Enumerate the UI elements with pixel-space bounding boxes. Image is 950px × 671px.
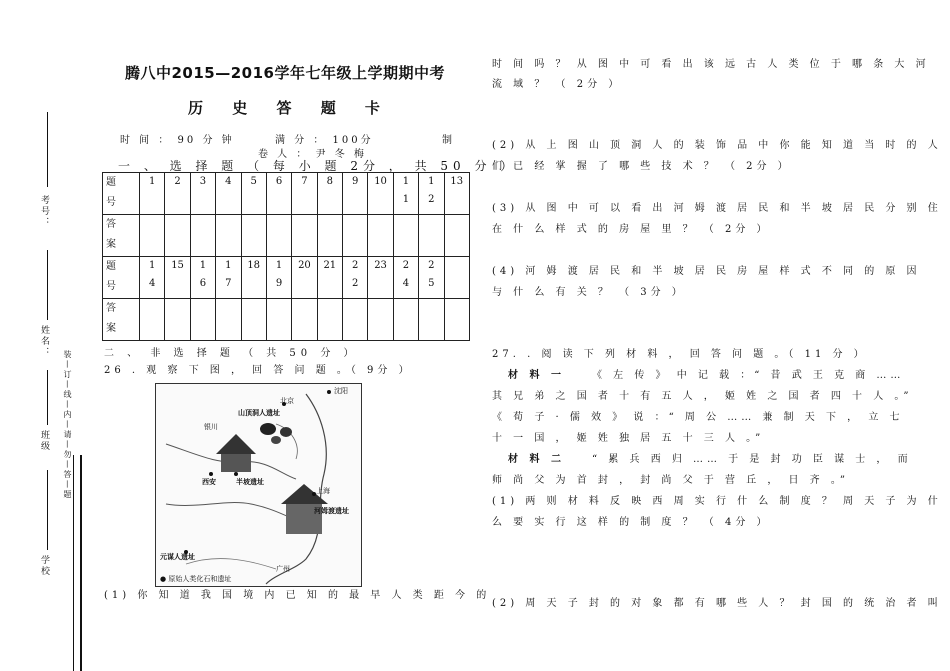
answer-cell[interactable] — [216, 215, 241, 257]
name-label: 姓名： — [39, 325, 49, 358]
answer-cell[interactable] — [266, 299, 291, 341]
margin-line-examno — [47, 112, 48, 187]
material-2-line-b: 师 尚 父 为 首 封 ， 封 尚 父 于 营 丘 ， 日 齐 。” — [492, 475, 849, 486]
q26-2-line-b: 们 已 经 掌 握 了 哪 些 技 术 ？ （ 2分 ） — [492, 161, 792, 172]
binding-line-2 — [80, 455, 82, 671]
q26-2-line-a: (2) 从 上 图 山 顶 洞 人 的 装 饰 品 中 你 能 知 道 当 时 的 人 — [492, 140, 942, 151]
material-1-line-c: 《 荀 子 · 儒 效 》 说 ：“ 周 公 …… 兼 制 天 下 ， 立 七 — [492, 412, 904, 423]
grid-ans-row-1 — [103, 215, 470, 257]
map-label-shenyang: 沈阳 — [334, 387, 348, 395]
q-num-cell: 2 — [165, 173, 190, 215]
author-prefix: 制 — [442, 135, 455, 146]
answer-cell[interactable] — [165, 299, 190, 341]
margin-line-name — [47, 250, 48, 320]
answer-cell[interactable] — [266, 215, 291, 257]
q26-prompt: 26 . 观 察 下 图 ， 回 答 问 题 。（ 9分 ） — [104, 365, 413, 376]
answer-cell[interactable] — [343, 215, 368, 257]
q26-1-line-a: (1) 你 知 道 我 国 境 内 已 知 的 最 早 人 类 距 今 的 — [104, 590, 491, 601]
answer-cell[interactable] — [393, 215, 418, 257]
answer-grid — [102, 172, 470, 341]
margin-line-school — [47, 470, 48, 550]
grid-num-row-2 — [103, 257, 470, 299]
section1-heading: 一 、 选 择 题 （ 每 小 题 2分 ， 共 50 分 ） — [118, 159, 518, 173]
map-label-yuanmou: 元谋人遗址 — [160, 552, 195, 561]
school-label: 学校 — [39, 555, 49, 577]
q-num-cell: 5 — [241, 173, 266, 215]
q-num-cell: 2 4 — [393, 257, 418, 299]
map-label-xian: 西安 — [202, 477, 216, 486]
exam-time: 时 间 ： 90 分 钟 — [120, 135, 235, 146]
answer-cell[interactable] — [368, 215, 393, 257]
answer-cell[interactable] — [343, 299, 368, 341]
answer-cell[interactable] — [216, 299, 241, 341]
row-label-num: 题 号 — [103, 257, 140, 299]
answer-cell[interactable] — [419, 299, 444, 341]
q26-4-line-a: (4) 河 姆 渡 居 民 和 半 坡 居 民 房 屋 样 式 不 同 的 原 因 — [492, 266, 921, 277]
q-num-cell: 6 — [266, 173, 291, 215]
binding-line-1 — [73, 455, 74, 671]
answer-cell[interactable] — [241, 215, 266, 257]
row-label-ans: 答 案 — [103, 215, 140, 257]
q27-1-line-a: (1) 两 则 材 料 反 映 西 周 实 行 什 么 制 度 ？ 周 天 子 为 什 — [492, 496, 942, 507]
material-1-line-d: 十 一 国 ， 姬 姓 独 居 五 十 三 人 。” — [492, 433, 765, 444]
q-num-cell: 3 — [190, 173, 215, 215]
map-label-banpo: 半坡遗址 — [236, 477, 264, 486]
map-label-hemudu: 河姆渡遗址 — [314, 506, 349, 515]
answer-cell[interactable] — [419, 215, 444, 257]
q-num-cell: 4 — [216, 173, 241, 215]
material-1-line-a: 《 左 传 》 中 记 载 ：“ 昔 武 王 克 商 …… — [592, 370, 905, 381]
full-score: 满 分 ： 100分 — [275, 135, 374, 146]
answer-cell[interactable] — [165, 215, 190, 257]
answer-cell[interactable] — [292, 299, 317, 341]
q26-1-line-b: 时 间 吗 ？ 从 图 中 可 看 出 该 远 古 人 类 位 于 哪 条 大 河 — [492, 59, 930, 70]
page-title: 腾八中2015—2016学年七年级上学期期中考 — [125, 64, 445, 82]
q-num-cell: 2 5 — [419, 257, 444, 299]
answer-cell[interactable] — [393, 299, 418, 341]
q-num-cell — [444, 257, 470, 299]
map-label-yinchuan: 银川 — [204, 423, 218, 431]
answer-cell[interactable] — [190, 215, 215, 257]
q27-prompt: 27. . 阅 读 下 列 材 料 ， 回 答 问 题 。（ 11 分 ） — [492, 349, 868, 360]
answer-cell[interactable] — [368, 299, 393, 341]
answer-cell[interactable] — [317, 215, 342, 257]
exam-no-label: 考号： — [39, 195, 49, 228]
material-2-label: 材 料 二 — [508, 454, 565, 465]
q-num-cell: 8 — [317, 173, 342, 215]
q-num-cell: 20 — [292, 257, 317, 299]
material-2-line-a: “ 累 兵 西 归 …… 于 是 封 功 臣 谋 士 ， 而 — [592, 454, 912, 465]
q-num-cell: 2 2 — [343, 257, 368, 299]
answer-cell[interactable] — [292, 215, 317, 257]
q-num-cell: 18 — [241, 257, 266, 299]
q-num-cell: 1 2 — [419, 173, 444, 215]
page-subtitle: 历 史 答 题 卡 — [188, 99, 392, 117]
q-num-cell: 7 — [292, 173, 317, 215]
material-1-line-b: 其 兄 弟 之 国 者 十 有 五 人 ， 姬 姓 之 国 者 四 十 人 。” — [492, 391, 913, 402]
map-label-guangzhou: 广州 — [276, 565, 290, 573]
row-label-ans: 答 案 — [103, 299, 140, 341]
row-label-num: 题 号 — [103, 173, 140, 215]
material-1-label: 材 料 一 — [508, 370, 565, 381]
section2-heading: 二 、 非 选 择 题 （ 共 50 分 ） — [104, 348, 359, 359]
class-label: 班级 — [39, 430, 49, 452]
grid-ans-row-2 — [103, 299, 470, 341]
q-num-cell: 9 — [343, 173, 368, 215]
answer-cell[interactable] — [140, 215, 165, 257]
map-legend: ● 原始人类化石和遗址 — [160, 575, 232, 583]
answer-cell[interactable] — [241, 299, 266, 341]
answer-cell[interactable] — [140, 299, 165, 341]
q26-4-line-b: 与 什 么 有 关 ？ （ 3分 ） — [492, 287, 686, 298]
q27-1-line-b: 么 要 实 行 这 样 的 制 度 ？ （ 4分 ） — [492, 517, 771, 528]
q-num-cell: 10 — [368, 173, 393, 215]
q-num-cell: 1 9 — [266, 257, 291, 299]
answer-cell[interactable] — [190, 299, 215, 341]
answer-cell[interactable] — [444, 215, 470, 257]
map-label-shanghai: 上海 — [316, 487, 330, 495]
seal-line-notice: 装—订—线—内—请—勿—答—题 — [63, 350, 72, 500]
q-num-cell: 1 6 — [190, 257, 215, 299]
answer-cell[interactable] — [317, 299, 342, 341]
q-num-cell: 21 — [317, 257, 342, 299]
q26-1-line-c: 流 域 ？ （ 2分 ） — [492, 79, 623, 90]
author-name: 卷 人 ： 尹 冬 梅 — [258, 149, 367, 160]
prehistoric-sites-map — [155, 383, 362, 587]
q-num-cell: 1 1 — [393, 173, 418, 215]
q-num-cell: 23 — [368, 257, 393, 299]
q-num-cell: 1 — [140, 173, 165, 215]
q-num-cell: 1 7 — [216, 257, 241, 299]
margin-line-class — [47, 370, 48, 425]
map-label-beijing: 北京 — [280, 397, 294, 405]
map-label-shanding: 山顶洞人遗址 — [238, 408, 280, 417]
q26-3-line-b: 在 什 么 样 式 的 房 屋 里 ？ （ 2分 ） — [492, 224, 771, 235]
q-num-cell: 15 — [165, 257, 190, 299]
answer-cell[interactable] — [444, 299, 470, 341]
q27-2-line-a: (2) 周 天 子 封 的 对 象 都 有 哪 些 人 ？ 封 国 的 统 治 者 叫 — [492, 598, 942, 609]
q-num-cell: 1 4 — [140, 257, 165, 299]
q26-3-line-a: (3) 从 图 中 可 以 看 出 河 姆 渡 居 民 和 半 坡 居 民 分 别 住 — [492, 203, 942, 214]
grid-num-row-1 — [103, 173, 470, 215]
q-num-cell: 13 — [444, 173, 470, 215]
